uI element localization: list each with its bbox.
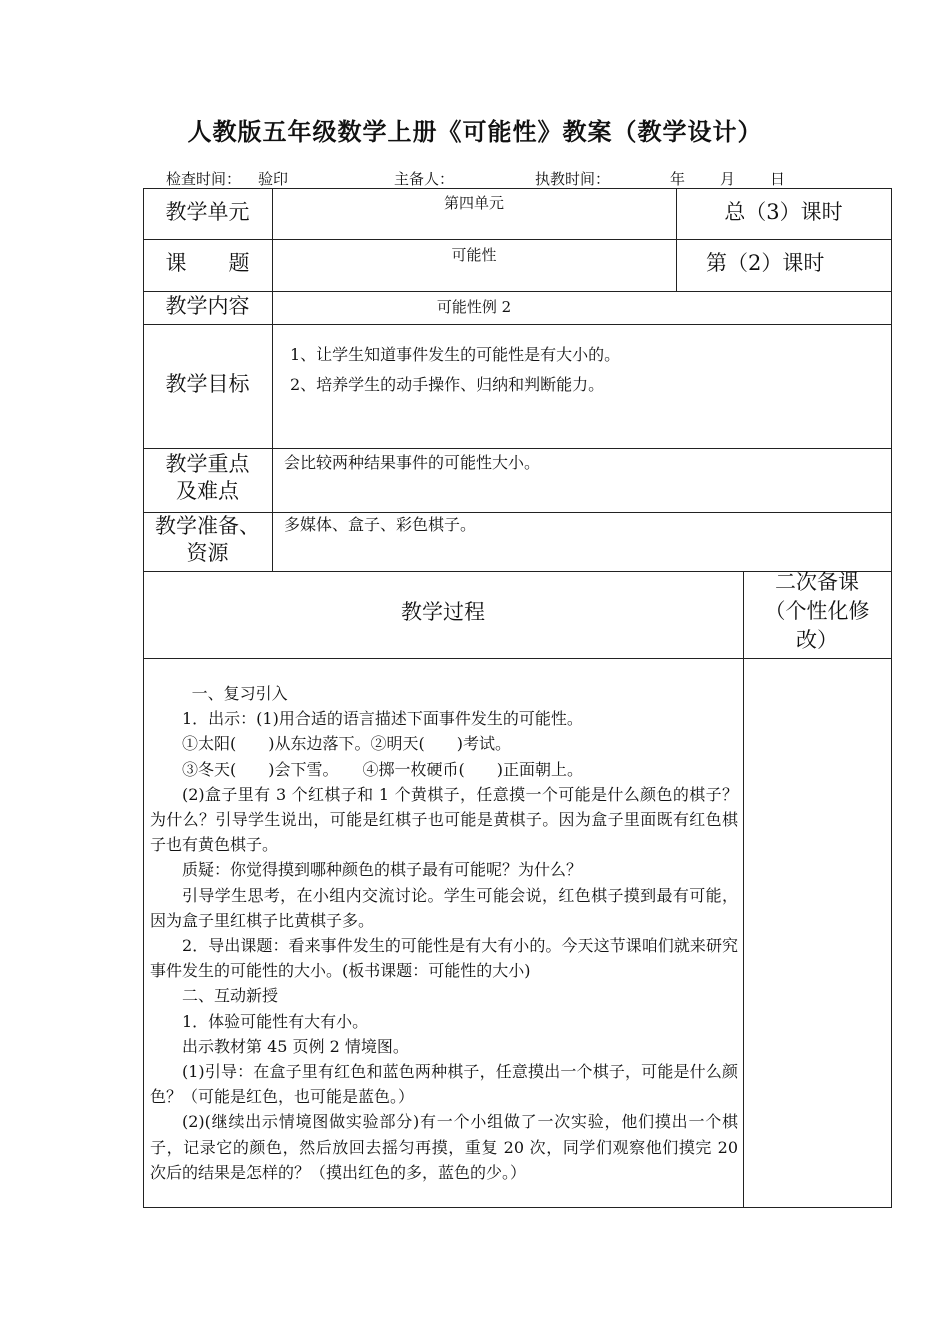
goals-label: 教学目标: [165, 372, 250, 396]
prep-value: 多媒体、盒子、彩色棋子。: [284, 515, 477, 534]
content-value: 可能性例 2: [436, 298, 512, 316]
goal-item: 2、培养学生的动手操作、归纳和判断能力。: [290, 375, 605, 394]
paragraph: 二、互动新授: [182, 986, 279, 1006]
second-prep-label-3: 改）: [796, 628, 838, 652]
unit-label: 教学单元: [165, 200, 250, 224]
paragraph: 一、复习引入: [191, 684, 288, 703]
paragraph: 1．出示：(1)用合适的语言描述下面事件发生的可能性。: [182, 709, 583, 729]
process-label: 教学过程: [401, 600, 485, 624]
teach-time-label: 执教时间：: [535, 170, 611, 188]
paragraph: 质疑：你觉得摸到哪种颜色的棋子最有可能呢？为什么？: [182, 860, 583, 880]
key-points-label: 教学重点: [165, 452, 250, 476]
topic-value: 可能性: [451, 246, 497, 264]
goal-item: 1、让学生知道事件发生的可能性是有大小的。: [290, 345, 621, 364]
day-label: 日: [770, 170, 786, 188]
paragraph: (2)盒子里有 3 个红棋子和 1 个黄棋子，任意摸一个可能是什么颜色的棋子？为什么？引导学生说出，可能是红棋子也可能是黄棋子。因为盒子里面既有红色棋子也有黄色棋子。: [150, 784, 738, 855]
check-time-label: 检查时间：: [166, 170, 242, 188]
topic-label: 课 题: [165, 251, 250, 275]
stamp-label: 验印: [258, 170, 289, 188]
paragraph: 2．导出课题：看来事件发生的可能性是有大有小的。今天这节课咱们就来研究事件发生的可能性的大小。(板书课题：可能性的大小): [150, 936, 738, 981]
month-label: 月: [720, 170, 736, 188]
document-title: 人教版五年级数学上册《可能性》教案（教学设计）: [187, 117, 763, 146]
lesson-number: 第（2）课时: [706, 251, 825, 275]
year-label: 年: [670, 170, 686, 188]
unit-value: 第四单元: [443, 194, 504, 212]
content-label: 教学内容: [165, 294, 250, 318]
key-points-value: 会比较两种结果事件的可能性大小。: [284, 453, 541, 472]
paragraph: (2)(继续出示情境图做实验部分)有一个小组做了一次实验，他们摸出一个棋子，记录它的颜色，然后放回去摇匀再摸，重复 20 次，同学们观察他们摸完 20 次后的结果是怎样的？（摸出红色的多，蓝色的少。）: [150, 1112, 738, 1182]
paragraph: 引导学生思考，在小组内交流讨论。学生可能会说，红色棋子摸到最有可能，因为盒子里红棋子比黄棋子多。: [150, 885, 738, 930]
second-prep-label: 二次备课: [775, 570, 859, 594]
process-content: [150, 681, 738, 1185]
key-points-label-2: 及难点: [176, 479, 239, 503]
prep-label-2: 资源: [186, 541, 229, 565]
paragraph: (1)引导：在盒子里有红色和蓝色两种棋子，任意摸出一个棋子，可能是什么颜色？（可能是红色，也可能是蓝色。）: [150, 1062, 738, 1107]
preparer-label: 主备人：: [394, 170, 455, 188]
paragraph: ①太阳( )从东边落下。②明天( )考试。: [182, 734, 511, 754]
total-hours: 总（3）课时: [724, 200, 843, 224]
paragraph: ③冬天( )会下雪。 ④掷一枚硬币( )正面朝上。: [182, 759, 583, 779]
second-prep-label-2: （个性化修: [764, 599, 870, 623]
prep-label: 教学准备、: [155, 514, 260, 538]
paragraph: 1．体验可能性有大有小。: [182, 1011, 369, 1031]
paragraph: 出示教材第 45 页例 2 情境图。: [182, 1036, 409, 1056]
